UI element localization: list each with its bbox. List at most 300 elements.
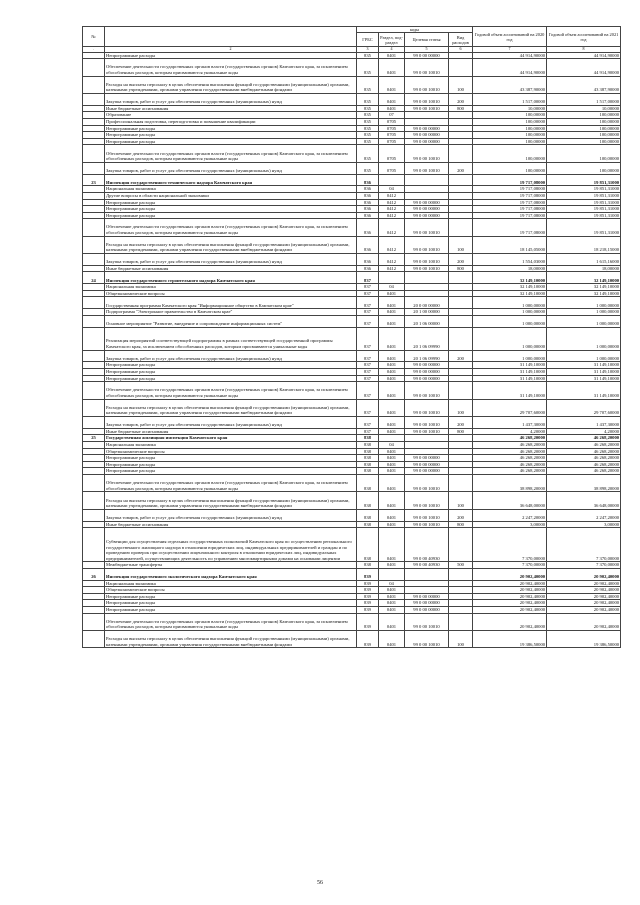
row-vol-2021: 1 000,00000 (547, 315, 621, 327)
row-number (83, 461, 105, 468)
row-vr: 100 (449, 631, 473, 648)
row-grbs: 838 (357, 455, 379, 462)
row-vr (449, 568, 473, 580)
row-grbs: 835 (357, 93, 379, 105)
row-vol-2020: 32 149,10000 (473, 272, 547, 284)
row-vol-2020: 4,20000 (473, 428, 547, 435)
row-grbs: 837 (357, 284, 379, 291)
row-vr: 200 (449, 162, 473, 174)
row-target: 20 1 06 09990 (405, 327, 449, 350)
row-vol-2021: 46 268,20000 (547, 461, 621, 468)
row-vol-2021: 3,00000 (547, 521, 621, 528)
row-section: 0401 (379, 562, 405, 569)
row-section: 0401 (379, 105, 405, 112)
row-vr (449, 174, 473, 186)
row-vol-2021: 19 851,31000 (547, 219, 621, 236)
row-grbs: 835 (357, 59, 379, 76)
row-grbs: 839 (357, 631, 379, 648)
row-name: Общеэкономические вопросы (105, 290, 357, 297)
table-row (83, 382, 621, 399)
row-section: 0412 (379, 254, 405, 266)
row-vol-2020: 18,00000 (473, 265, 547, 272)
row-name: Субвенции для осуществления отдельных государственных полномочий Камчатского края по осуществлению регионального государственного жилищного надзора в отношении юридических лиц, индивидуальных предпринимателей и граждан и по проведению проверок при осуществлении лицензионного контроля в отношении юридических лиц, индивидуальных предпринимателей, осуществляющих деятельность по управлению многоквартирными домами на основании лицензии (105, 528, 357, 562)
table-row (83, 568, 621, 580)
row-target (405, 112, 449, 119)
table-row (83, 327, 621, 350)
row-vol-2021: 44 914,90000 (547, 59, 621, 76)
table-row (83, 236, 621, 253)
row-section: 0401 (379, 600, 405, 607)
row-name: Национальная экономика (105, 186, 357, 193)
row-vr (449, 587, 473, 594)
row-vol-2021: 32 149,10000 (547, 272, 621, 284)
row-grbs: 838 (357, 562, 379, 569)
row-number (83, 613, 105, 630)
row-target (405, 448, 449, 455)
row-name: Основное мероприятие "Развитие, внедрение и сопровождение информационных систем" (105, 315, 357, 327)
row-target: 20 0 00 00000 (405, 297, 449, 309)
row-section (379, 435, 405, 442)
row-target: 99 0 00 10010 (405, 416, 449, 428)
row-vol-2020: 20 902,40000 (473, 607, 547, 614)
row-vol-2021: 20 902,40000 (547, 613, 621, 630)
row-target: 99 0 00 00000 (405, 125, 449, 132)
row-vr (449, 455, 473, 462)
row-number (83, 350, 105, 362)
row-name: Закупка товаров, работ и услуг для обеспечения государственных (муниципальных) нужд (105, 509, 357, 521)
row-vol-2020: 31 149,10000 (473, 375, 547, 382)
row-vol-2021: 2 247,20000 (547, 509, 621, 521)
table-row (83, 441, 621, 448)
row-target: 99 0 00 10010 (405, 631, 449, 648)
table-row (83, 416, 621, 428)
row-vr (449, 375, 473, 382)
row-vr: 200 (449, 416, 473, 428)
table-row (83, 186, 621, 193)
row-number (83, 52, 105, 59)
header-no: № (83, 27, 105, 47)
row-name: Непрограммные расходы (105, 593, 357, 600)
row-name: Расходы на выплаты персоналу в целях обеспечения выполнения функций государственными (муниципальными) органами, казенными учреждениями, органами управления государственными внебюджетными фондами (105, 631, 357, 648)
row-vr: 200 (449, 93, 473, 105)
row-vr (449, 435, 473, 442)
table-row (83, 631, 621, 648)
row-number (83, 416, 105, 428)
row-number (83, 265, 105, 272)
row-vr (449, 125, 473, 132)
row-grbs: 836 (357, 192, 379, 199)
index-cell: 8 (547, 47, 621, 53)
row-target (405, 290, 449, 297)
row-number (83, 474, 105, 491)
row-vr (449, 369, 473, 376)
row-vol-2021: 46 268,20000 (547, 435, 621, 442)
row-vol-2021: 100,00000 (547, 125, 621, 132)
table-row (83, 174, 621, 186)
table-row (83, 428, 621, 435)
row-name: Обеспечение деятельности государственных органов власти (государственных органов) Камчатского края, за исключением обособленных расходов, которым присваиваются уникальные коды (105, 613, 357, 630)
row-vol-2021: 7 370,00000 (547, 528, 621, 562)
row-section: 0401 (379, 448, 405, 455)
row-number: 23 (83, 174, 105, 186)
row-section: 0412 (379, 236, 405, 253)
row-vr (449, 468, 473, 475)
row-number (83, 125, 105, 132)
row-grbs: 837 (357, 382, 379, 399)
row-section: 0401 (379, 297, 405, 309)
row-section: 0401 (379, 327, 405, 350)
row-vr (449, 297, 473, 309)
row-vol-2020: 10,00000 (473, 105, 547, 112)
row-name: Непрограммные расходы (105, 461, 357, 468)
row-number (83, 593, 105, 600)
row-vol-2020: 44 914,90000 (473, 59, 547, 76)
row-section: 04 (379, 441, 405, 448)
row-name: Образование (105, 112, 357, 119)
row-grbs: 836 (357, 265, 379, 272)
row-vr: 100 (449, 399, 473, 416)
row-vol-2020: 46 268,20000 (473, 461, 547, 468)
row-name: Профессиональная подготовка, переподготовка и повышение квалификации (105, 118, 357, 125)
row-target: 99 0 00 10010 (405, 613, 449, 630)
index-cell: 3 (357, 47, 379, 53)
row-section: 0412 (379, 199, 405, 206)
table-row (83, 52, 621, 59)
table-row (83, 600, 621, 607)
row-target: 99 0 00 00000 (405, 468, 449, 475)
row-vol-2021: 1 437,30000 (547, 416, 621, 428)
row-grbs: 838 (357, 441, 379, 448)
row-name: Обеспечение деятельности государственных органов власти (государственных органов) Камчатского края, за исключением обособленных расходов, которым присваиваются уникальные коды (105, 59, 357, 76)
row-name: Инспекция государственного строительного надзора Камчатского края (105, 272, 357, 284)
row-vr (449, 192, 473, 199)
row-vol-2021: 4,20000 (547, 428, 621, 435)
header-name (105, 27, 357, 47)
row-vr (449, 382, 473, 399)
row-name: Обеспечение деятельности государственных органов власти (государственных органов) Камчатского края, за исключением обособленных расходов, которым присваиваются уникальные коды (105, 145, 357, 162)
row-grbs: 837 (357, 428, 379, 435)
row-number (83, 399, 105, 416)
row-name: Закупка товаров, работ и услуг для обеспечения государственных (муниципальных) нужд (105, 93, 357, 105)
row-section: 0401 (379, 613, 405, 630)
row-vol-2021: 31 149,10000 (547, 362, 621, 369)
row-grbs: 836 (357, 219, 379, 236)
row-vol-2021: 32 149,10000 (547, 284, 621, 291)
row-target (405, 587, 449, 594)
row-vol-2020: 20 902,40000 (473, 613, 547, 630)
row-vol-2021: 31 149,10000 (547, 382, 621, 399)
row-name: Непрограммные расходы (105, 455, 357, 462)
table-row (83, 309, 621, 316)
row-grbs: 835 (357, 145, 379, 162)
row-vol-2021: 18,00000 (547, 265, 621, 272)
row-vol-2021: 10,00000 (547, 105, 621, 112)
row-target (405, 568, 449, 580)
row-number (83, 206, 105, 213)
row-name: Непрограммные расходы (105, 600, 357, 607)
row-vol-2021: 19 386,50000 (547, 631, 621, 648)
row-name: Расходы на выплаты персоналу в целях обеспечения выполнения функций государственными (муниципальными) органами, казенными учреждениями, органами управления государственными внебюджетными фондами (105, 76, 357, 93)
row-section: 0705 (379, 125, 405, 132)
table-row (83, 125, 621, 132)
row-section: 0401 (379, 455, 405, 462)
row-section: 0401 (379, 309, 405, 316)
row-grbs: 838 (357, 435, 379, 442)
row-number (83, 492, 105, 509)
table-row (83, 607, 621, 614)
row-vr: 800 (449, 428, 473, 435)
row-number (83, 600, 105, 607)
row-section: 0705 (379, 118, 405, 125)
row-target: 99 0 00 10010 (405, 474, 449, 491)
row-grbs: 835 (357, 138, 379, 145)
row-vol-2020: 3,00000 (473, 521, 547, 528)
table-row (83, 219, 621, 236)
row-vol-2021: 1 000,00000 (547, 309, 621, 316)
row-grbs: 837 (357, 369, 379, 376)
row-grbs: 839 (357, 593, 379, 600)
row-vol-2020: 1 000,00000 (473, 315, 547, 327)
row-vr: 500 (449, 562, 473, 569)
row-name: Другие вопросы в области национальной экономики (105, 192, 357, 199)
row-vr (449, 607, 473, 614)
row-grbs: 839 (357, 613, 379, 630)
row-section (379, 272, 405, 284)
row-vol-2020: 32 149,10000 (473, 284, 547, 291)
row-grbs: 837 (357, 350, 379, 362)
table-row (83, 290, 621, 297)
table-row (83, 468, 621, 475)
row-target: 99 0 00 10010 (405, 162, 449, 174)
row-name: Инспекция государственного технического надзора Камчатского края (105, 174, 357, 186)
row-vol-2020: 46 268,20000 (473, 455, 547, 462)
row-vr (449, 315, 473, 327)
row-vol-2020: 20 902,40000 (473, 568, 547, 580)
row-grbs: 837 (357, 272, 379, 284)
row-vol-2021: 20 902,40000 (547, 580, 621, 587)
row-vol-2020: 100,00000 (473, 162, 547, 174)
row-section: 0401 (379, 362, 405, 369)
row-number (83, 290, 105, 297)
table-row (83, 455, 621, 462)
table-row (83, 474, 621, 491)
row-name: Обеспечение деятельности государственных органов власти (государственных органов) Камчатского края, за исключением обособленных расходов, которым присваиваются уникальные коды (105, 382, 357, 399)
row-number: 25 (83, 435, 105, 442)
table-row (83, 272, 621, 284)
row-number (83, 297, 105, 309)
row-vr (449, 112, 473, 119)
row-number (83, 236, 105, 253)
row-vol-2020: 7 370,00000 (473, 528, 547, 562)
index-cell: 4 (379, 47, 405, 53)
row-vol-2020: 18 145,05000 (473, 236, 547, 253)
row-section (379, 174, 405, 186)
row-vr (449, 441, 473, 448)
row-vol-2021: 20 902,40000 (547, 607, 621, 614)
row-vr (449, 145, 473, 162)
row-number (83, 369, 105, 376)
row-vr: 100 (449, 492, 473, 509)
header-grbs: ГРБС (357, 33, 379, 47)
table-row (83, 105, 621, 112)
row-grbs: 836 (357, 174, 379, 186)
row-vol-2020: 29 707,60000 (473, 399, 547, 416)
row-vol-2020: 100,00000 (473, 132, 547, 139)
row-name: Подпрограмма "Электронное правительство в Камчатском крае" (105, 309, 357, 316)
row-section: 0401 (379, 399, 405, 416)
row-vol-2020: 20 902,40000 (473, 600, 547, 607)
row-number (83, 455, 105, 462)
row-vol-2021: 100,00000 (547, 118, 621, 125)
row-grbs: 837 (357, 416, 379, 428)
row-name: Реализация мероприятий соответствующей подпрограммы в рамках соответствующей государственной программы Камчатского края, за исключением обособленных расходов, которым присваиваются уникальные коды (105, 327, 357, 350)
table-row (83, 254, 621, 266)
row-vr (449, 528, 473, 562)
row-section: 0401 (379, 369, 405, 376)
row-vol-2021: 19 851,31000 (547, 186, 621, 193)
row-target: 99 0 00 10010 (405, 428, 449, 435)
row-grbs: 839 (357, 607, 379, 614)
row-target (405, 174, 449, 186)
row-target: 99 0 00 00000 (405, 455, 449, 462)
row-section: 0401 (379, 382, 405, 399)
row-target: 99 0 00 10010 (405, 509, 449, 521)
row-vol-2021: 46 268,20000 (547, 441, 621, 448)
row-section: 04 (379, 284, 405, 291)
row-section: 0401 (379, 428, 405, 435)
row-vr (449, 593, 473, 600)
row-target: 20 1 06 09990 (405, 350, 449, 362)
row-vr (449, 59, 473, 76)
row-name: Национальная экономика (105, 441, 357, 448)
row-number (83, 562, 105, 569)
row-vol-2021: 31 149,10000 (547, 369, 621, 376)
row-name: Инспекция государственного экологического надзора Камчатского края (105, 568, 357, 580)
row-number (83, 212, 105, 219)
row-number (83, 327, 105, 350)
row-grbs: 837 (357, 315, 379, 327)
row-section: 0401 (379, 375, 405, 382)
table-row (83, 435, 621, 442)
row-vol-2020: 20 902,40000 (473, 593, 547, 600)
row-grbs: 838 (357, 468, 379, 475)
row-section: 0401 (379, 587, 405, 594)
row-grbs: 838 (357, 521, 379, 528)
row-vol-2020: 100,00000 (473, 118, 547, 125)
row-name: Общеэкономические вопросы (105, 587, 357, 594)
row-vol-2021: 100,00000 (547, 112, 621, 119)
row-name: Государственная жилищная инспекция Камчатского края (105, 435, 357, 442)
row-grbs: 836 (357, 236, 379, 253)
row-section (379, 568, 405, 580)
row-target: 99 0 00 00000 (405, 607, 449, 614)
row-section: 0401 (379, 607, 405, 614)
row-name: Непрограммные расходы (105, 607, 357, 614)
row-name: Непрограммные расходы (105, 375, 357, 382)
row-vol-2021: 19 851,31000 (547, 174, 621, 186)
row-vr (449, 327, 473, 350)
header-section: Раздел, под-раздел (380, 34, 403, 45)
row-vol-2020: 1 554,03000 (473, 254, 547, 266)
row-grbs: 835 (357, 112, 379, 119)
row-target: 99 0 00 00000 (405, 362, 449, 369)
row-vol-2020: 46 268,20000 (473, 441, 547, 448)
row-target (405, 441, 449, 448)
row-target: 99 0 00 00000 (405, 369, 449, 376)
row-number (83, 587, 105, 594)
row-grbs: 837 (357, 309, 379, 316)
row-number (83, 315, 105, 327)
table-row (83, 375, 621, 382)
table-row (83, 132, 621, 139)
row-target: 99 0 00 00000 (405, 212, 449, 219)
row-name: Закупка товаров, работ и услуг для обеспечения государственных (муниципальных) нужд (105, 162, 357, 174)
row-number (83, 580, 105, 587)
row-name: Закупка товаров, работ и услуг для обеспечения государственных (муниципальных) нужд (105, 350, 357, 362)
row-target: 99 0 00 10010 (405, 59, 449, 76)
row-vol-2021: 1 000,00000 (547, 297, 621, 309)
row-vr (449, 448, 473, 455)
row-section: 0412 (379, 219, 405, 236)
row-vr: 800 (449, 105, 473, 112)
row-section: 04 (379, 186, 405, 193)
row-grbs: 836 (357, 212, 379, 219)
row-number (83, 362, 105, 369)
row-target: 99 0 00 40930 (405, 562, 449, 569)
row-section: 0401 (379, 52, 405, 59)
row-name: Закупка товаров, работ и услуг для обеспечения государственных (муниципальных) нужд (105, 416, 357, 428)
row-section: 0401 (379, 468, 405, 475)
row-grbs: 835 (357, 105, 379, 112)
row-vol-2021: 1 517,00000 (547, 93, 621, 105)
row-vr (449, 600, 473, 607)
row-vol-2020: 19 717,08000 (473, 206, 547, 213)
row-grbs: 835 (357, 125, 379, 132)
table-row (83, 448, 621, 455)
row-vr (449, 461, 473, 468)
row-vol-2020: 31 149,10000 (473, 369, 547, 376)
row-section: 0401 (379, 461, 405, 468)
row-number (83, 162, 105, 174)
row-vol-2020: 1 000,00000 (473, 350, 547, 362)
row-vol-2020: 19 717,08000 (473, 186, 547, 193)
row-vol-2021: 100,00000 (547, 145, 621, 162)
row-target: 99 0 00 00000 (405, 52, 449, 59)
table-row (83, 562, 621, 569)
row-grbs: 836 (357, 206, 379, 213)
row-section: 0401 (379, 290, 405, 297)
row-section: 07 (379, 112, 405, 119)
row-target: 99 0 00 10010 (405, 93, 449, 105)
header-vr: Вид расходов (449, 33, 473, 47)
row-target: 99 0 00 00000 (405, 132, 449, 139)
row-section: 0401 (379, 593, 405, 600)
row-name: Непрограммные расходы (105, 125, 357, 132)
row-vol-2021: 46 268,20000 (547, 455, 621, 462)
row-grbs: 837 (357, 290, 379, 297)
row-vr (449, 212, 473, 219)
row-number (83, 284, 105, 291)
row-grbs: 839 (357, 568, 379, 580)
row-vol-2020: 31 149,10000 (473, 382, 547, 399)
row-vol-2021: 100,00000 (547, 138, 621, 145)
index-cell: 6 (449, 47, 473, 53)
row-vol-2020: 43 387,90000 (473, 76, 547, 93)
row-vr (449, 309, 473, 316)
row-number (83, 375, 105, 382)
row-name: Непрограммные расходы (105, 199, 357, 206)
row-grbs: 838 (357, 448, 379, 455)
